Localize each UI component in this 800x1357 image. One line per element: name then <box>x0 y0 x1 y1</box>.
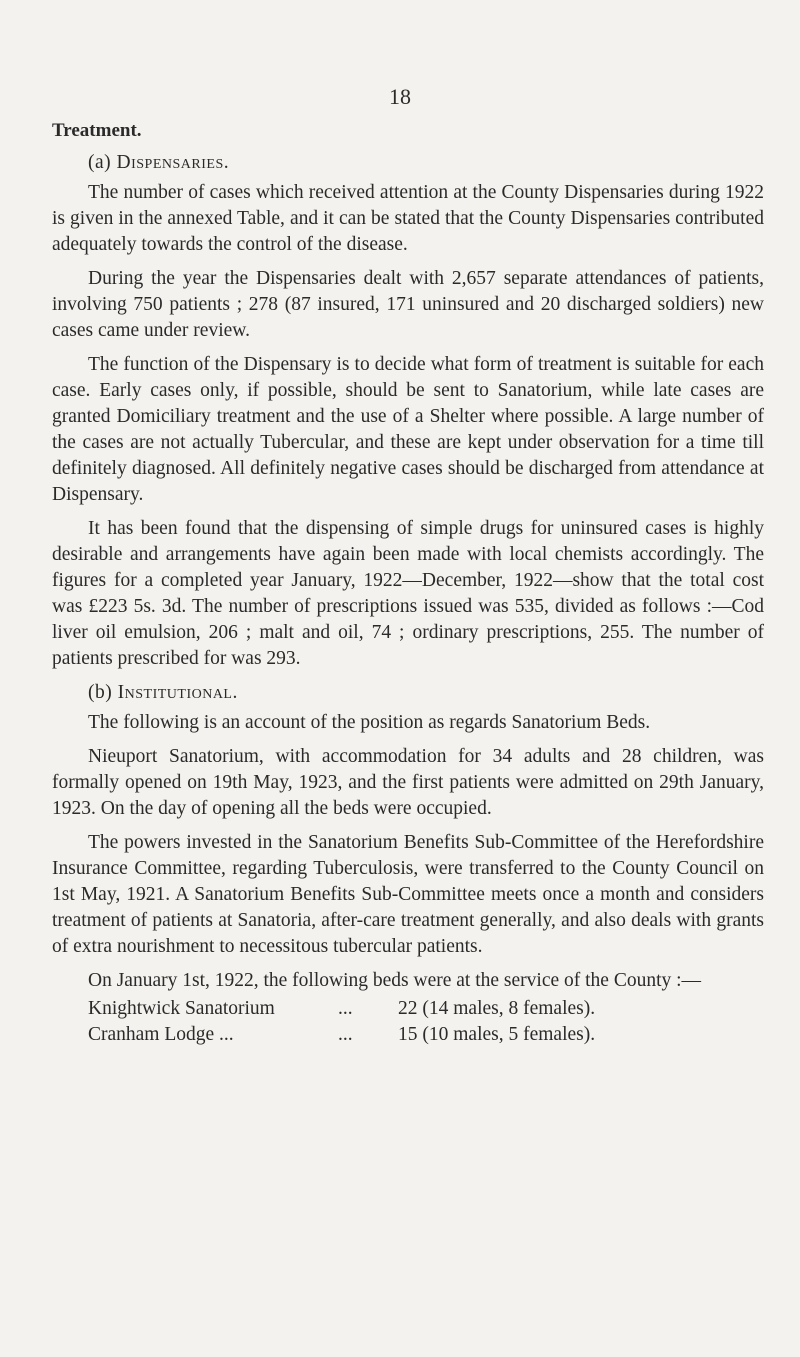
document-body <box>52 118 764 1048</box>
subsection-a-label: (a) <box>88 152 112 173</box>
bed-count: 15 (10 males, 5 females). <box>398 1024 596 1045</box>
paragraph: The number of cases which received attention at the County Dispensaries during 1922 is given in the annexed Table, and it can be stated that the County Dispensaries contributed adequately towards the control of the disease. <box>52 182 764 255</box>
subsection-b-title: Institutional. <box>117 682 238 703</box>
bed-row <box>88 996 764 1022</box>
paragraph: It has been found that the dispensing of simple drugs for uninsured cases is highly desirable and arrangements have again been made with local chemists accordingly. The figures for a completed year January, 1922—December, 1922—show that the total cost was £223 5s. 3d. The number of prescriptions issued was 535, divided as follows :—Cod liver oil emulsion, 206 ; malt and oil, 74 ; ordinary prescriptions, 255. The number of patients prescribed for was 293. <box>52 518 764 669</box>
subsection-b-heading <box>88 680 764 706</box>
paragraph: On January 1st, 1922, the following beds were at the service of the County :— <box>88 970 702 991</box>
paragraph: During the year the Dispensaries dealt with 2,657 separate attendances of patients, involving 750 patients ; 278 (87 insured, 171 uninsured and 20 discharged soldiers) new cases came under review. <box>52 268 764 341</box>
paragraph: The following is an account of the position as regards Sanatorium Beds. <box>88 712 651 733</box>
page-number: 18 <box>389 84 411 109</box>
leader-dots: ... <box>338 998 353 1019</box>
subsection-a-heading <box>88 150 764 176</box>
paragraph: The powers invested in the Sanatorium Benefits Sub-Committee of the Herefordshire Insurance Committee, regarding Tuberculosis, were transferred to the County Council on 1st May, 1921. A Sanatorium Benefits Sub-Committee meets once a month and considers treatment of patients at Sanatoria, after-care treatment generally, and also deals with grants of extra nourishment to necessitous tubercular patients. <box>52 832 764 957</box>
paragraph: The function of the Dispensary is to decide what form of treatment is suitable for each case. Early cases only, if possible, should be sent to Sanatorium, while late cases are granted Domiciliary treatment and the use of a Shelter where possible. A large number of the cases are not actually Tubercular, and these are kept under observation for a time till definitely diagnosed. All definitely negative cases should be discharged from attendance at Dispensary. <box>52 354 764 505</box>
subsection-b-label: (b) <box>88 682 113 703</box>
subsection-a-title: Dispensaries. <box>116 152 230 173</box>
section-heading: Treatment. <box>52 120 142 141</box>
bed-row <box>88 1022 764 1048</box>
beds-list <box>88 996 764 1048</box>
bed-count: 22 (14 males, 8 females). <box>398 998 596 1019</box>
bed-institution: Knightwick Sanatorium <box>88 998 275 1019</box>
paragraph: Nieuport Sanatorium, with accommodation for 34 adults and 28 children, was formally opened on 19th May, 1923, and the first patients were admitted on 29th January, 1923. On the day of opening all the beds were occupied. <box>52 746 764 819</box>
leader-dots: ... <box>338 1024 353 1045</box>
bed-institution: Cranham Lodge ... <box>88 1024 234 1045</box>
